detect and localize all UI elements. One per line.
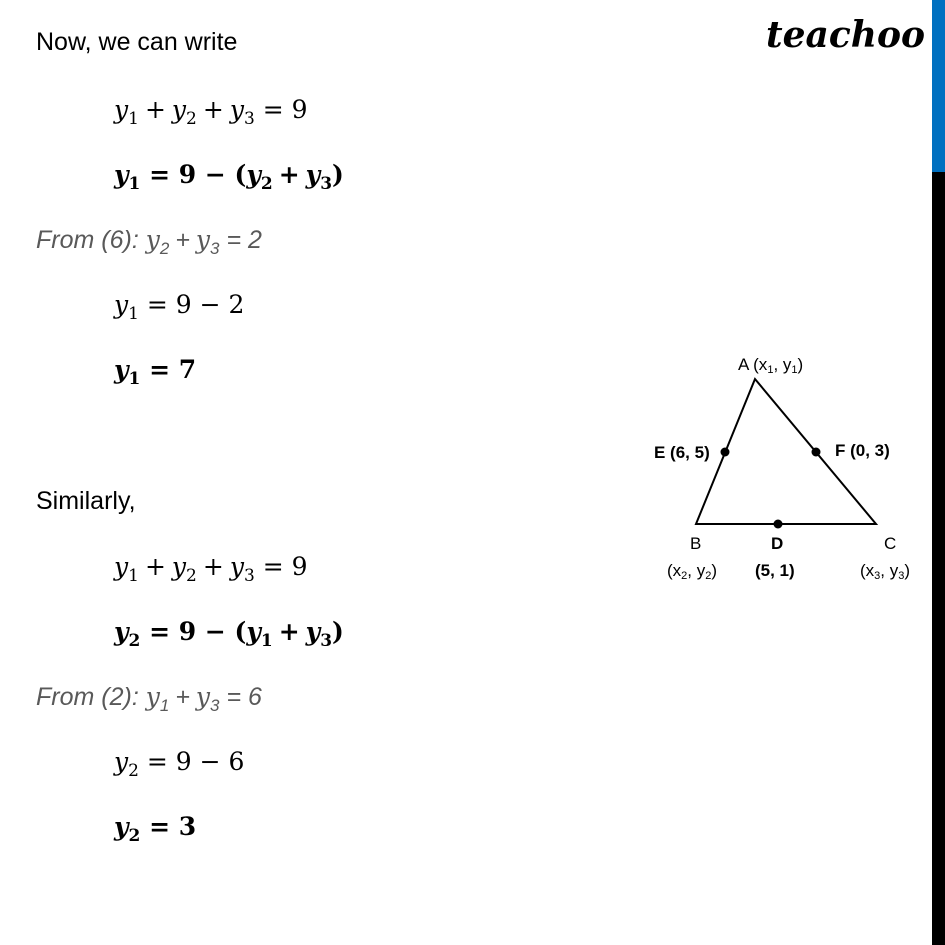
vertex-b-name: B [690, 534, 702, 553]
vertex-c-name: C [884, 534, 897, 553]
similarly-text: Similarly, [36, 487, 136, 515]
sidebar-dark-bar [932, 172, 945, 945]
reference-note-2: From (2): $y_1 + y_3 = 6$ [36, 682, 262, 715]
vertex-a-label: A ($x_1$, $y_1$) [738, 355, 804, 376]
midpoint-f-dot [812, 448, 821, 457]
equation-y1-result: $y_1 = 7$ [114, 355, 197, 389]
equation-sum-2: $y_1 + y_2 + y_3 = 9$ [114, 552, 308, 586]
equation-y1-substitute: $y_1 = 9 - 2$ [114, 290, 245, 324]
equation-y2-substitute: $y_2 = 9 - 6$ [114, 747, 245, 781]
midpoint-d-coord: (5, 1) [755, 561, 795, 580]
equation-y2-expression: $y_2 = 9 - (y_1 + y_3)$ [114, 617, 344, 651]
sidebar-accent-bar [932, 0, 945, 172]
reference-note-6: From (6): $y_2 + y_3 = 2$ [36, 225, 262, 258]
midpoint-e-label: E (6, 5) [654, 443, 710, 462]
triangle-diagram [640, 340, 940, 600]
midpoint-f-label: F (0, 3) [835, 441, 890, 460]
equation-sum: $y_1 + y_2 + y_3 = 9$ [114, 95, 308, 129]
vertex-b-coord: ($x_2$, $y_2$) [667, 561, 718, 582]
equation-y2-result: $y_2 = 3$ [114, 812, 197, 846]
midpoint-d-name: D [771, 534, 784, 553]
midpoint-e-dot [721, 448, 730, 457]
vertex-c-coord: ($x_3$, $y_3$) [860, 561, 911, 582]
equation-y1-expression: $y_1 = 9 - (y_2 + y_3)$ [114, 160, 344, 194]
intro-text: Now, we can write [36, 28, 238, 56]
teachoo-logo: teachoo [766, 14, 925, 56]
midpoint-d-dot [774, 520, 783, 529]
